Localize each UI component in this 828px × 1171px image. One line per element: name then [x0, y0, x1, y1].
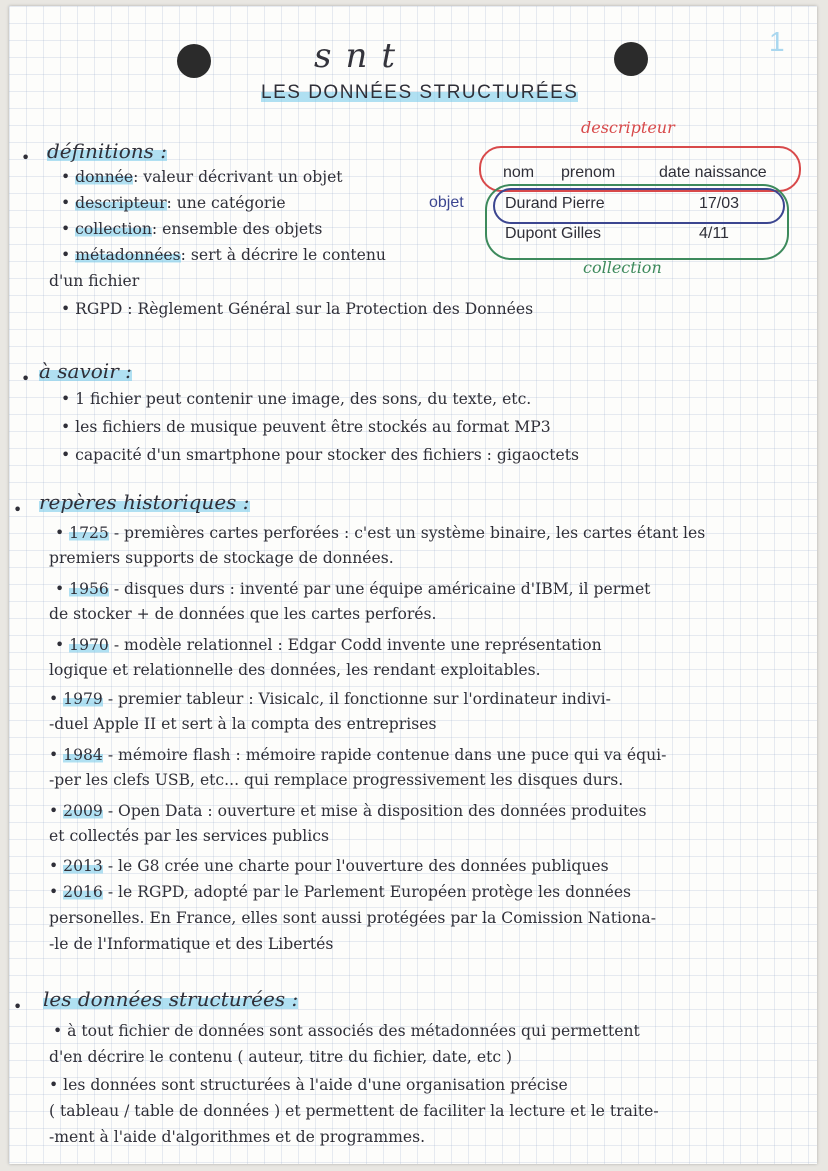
- definition-continuation: d'un fichier: [49, 272, 140, 290]
- repere-continuation: et collectés par les services publics: [49, 827, 329, 845]
- table-row-date: 17/03: [699, 195, 740, 212]
- repere-text: - premières cartes perforées : c'est un système binaire, les cartes étant les: [113, 524, 706, 542]
- definition-term: descripteur: [75, 194, 167, 212]
- section-heading-structurees: les données structurées :: [43, 987, 299, 1011]
- a-savoir-text: 1 fichier peut contenir une image, des sons, du texte, etc.: [75, 390, 532, 408]
- structurees-line: -ment à l'aide d'algorithmes et de programmes.: [49, 1128, 426, 1146]
- table-row-date: 4/11: [699, 225, 729, 242]
- repere-text: - Open Data : ouverture et mise à disposition des données produites: [107, 802, 647, 820]
- bullet-dot: •: [21, 149, 31, 167]
- structurees-line: • à tout fichier de données sont associés des métadonnées qui permettent: [53, 1022, 640, 1040]
- section-heading-a-savoir: à savoir :: [39, 359, 132, 383]
- page-number: 1: [769, 26, 785, 57]
- structurees-line: • les données sont structurées à l'aide d'une organisation précise: [49, 1076, 568, 1094]
- definition-term: donnée: [75, 168, 134, 186]
- structurees-line: d'en décrire le contenu ( auteur, titre du fichier, date, etc ): [49, 1048, 513, 1066]
- repere-continuation: premiers supports de stockage de données.: [49, 549, 394, 567]
- repere-year: 2009: [63, 802, 103, 820]
- repere-continuation: personelles. En France, elles sont aussi protégées par la Comission Nationa-: [49, 909, 656, 927]
- repere-text: - modèle relationnel : Edgar Codd invente une représentation: [113, 636, 602, 654]
- definition-text: : une catégorie: [166, 194, 286, 212]
- table-row-name: Durand Pierre: [505, 195, 605, 212]
- bullet-dot: •: [21, 370, 31, 388]
- repere-year: 2016: [63, 883, 103, 901]
- repere-text: - premier tableur : Visicalc, il fonctionne sur l'ordinateur indivi-: [107, 690, 611, 708]
- repere-item: • 2013 - le G8 crée une charte pour l'ouverture des données publiques: [49, 857, 609, 875]
- repere-year: 1970: [69, 636, 109, 654]
- repere-continuation: de stocker + de données que les cartes perforés.: [49, 605, 437, 623]
- a-savoir-item: • capacité d'un smartphone pour stocker des fichiers : gigaoctets: [61, 446, 580, 464]
- repere-year: 1725: [69, 524, 109, 542]
- definition-text: : valeur décrivant un objet: [133, 168, 343, 186]
- repere-continuation: -duel Apple II et sert à la compta des entreprises: [49, 715, 437, 733]
- repere-year: 1984: [63, 746, 103, 764]
- repere-text: - mémoire flash : mémoire rapide contenue dans une puce qui va équi-: [107, 746, 667, 764]
- definition-term: métadonnées: [75, 246, 181, 264]
- notebook-page: [9, 6, 817, 1164]
- a-savoir-item: • 1 fichier peut contenir une image, des sons, du texte, etc.: [61, 390, 532, 408]
- repere-continuation: -per les clefs USB, etc... qui remplace progressivement les disques durs.: [49, 771, 624, 789]
- definition-item: • descripteur: une catégorie: [61, 194, 286, 212]
- repere-text: - le RGPD, adopté par le Parlement Européen protège les données: [107, 883, 632, 901]
- section-heading-reperes: repères historiques :: [39, 490, 250, 514]
- definition-item: • métadonnées: sert à décrire le contenu: [61, 246, 386, 264]
- repere-item: • 1725 - premières cartes perforées : c'est un système binaire, les cartes étant les: [55, 524, 706, 542]
- binder-hole-left: [177, 44, 211, 78]
- a-savoir-text: capacité d'un smartphone pour stocker des fichiers : gigaoctets: [75, 446, 580, 464]
- definition-term: collection: [75, 220, 152, 238]
- table-header-prenom: prenom: [561, 164, 616, 181]
- section-heading-definitions: définitions :: [47, 139, 167, 163]
- repere-text: - disques durs : inventé par une équipe américaine d'IBM, il permet: [113, 580, 651, 598]
- table-row-name: Dupont Gilles: [505, 225, 602, 242]
- bullet-dot: •: [13, 501, 23, 519]
- repere-year: 1956: [69, 580, 109, 598]
- repere-item: • 1979 - premier tableur : Visicalc, il fonctionne sur l'ordinateur indivi-: [49, 690, 611, 708]
- structurees-line: ( tableau / table de données ) et permettent de faciliter la lecture et le traite-: [49, 1102, 659, 1120]
- repere-item: • 2009 - Open Data : ouverture et mise à disposition des données produites: [49, 802, 647, 820]
- repere-item: • 1970 - modèle relationnel : Edgar Codd invente une représentation: [55, 636, 602, 654]
- page-title: LES DONNÉES STRUCTURÉES: [261, 82, 579, 103]
- repere-year: 1979: [63, 690, 103, 708]
- definition-text: : sert à décrire le contenu: [180, 246, 386, 264]
- repere-item: • 1956 - disques durs : inventé par une équipe américaine d'IBM, il permet: [55, 580, 651, 598]
- table-header-date: date naissance: [659, 164, 767, 181]
- repere-year: 2013: [63, 857, 103, 875]
- definition-text: : ensemble des objets: [151, 220, 323, 238]
- repere-continuation: logique et relationnelle des données, les rendant exploitables.: [49, 661, 541, 679]
- diagram-label-descripteur: descripteur: [581, 118, 675, 137]
- a-savoir-text: les fichiers de musique peuvent être stockés au format MP3: [75, 418, 551, 436]
- diagram-label-collection: collection: [583, 258, 662, 277]
- repere-continuation: -le de l'Informatique et des Libertés: [49, 935, 334, 953]
- repere-item: • 2016 - le RGPD, adopté par le Parlement Européen protège les données: [49, 883, 632, 901]
- repere-item: • 1984 - mémoire flash : mémoire rapide contenue dans une puce qui va équi-: [49, 746, 667, 764]
- definition-item: • donnée: valeur décrivant un objet: [61, 168, 343, 186]
- definition-rgpd: • RGPD : Règlement Général sur la Protection des Données: [61, 300, 534, 318]
- diagram-label-objet: objet: [429, 194, 464, 211]
- table-header-nom: nom: [503, 164, 535, 181]
- binder-hole-right: [614, 42, 648, 76]
- definition-item: • collection: ensemble des objets: [61, 220, 323, 238]
- subject-title: snt: [314, 36, 410, 76]
- a-savoir-item: • les fichiers de musique peuvent être stockés au format MP3: [61, 418, 551, 436]
- bullet-dot: •: [13, 998, 23, 1016]
- rgpd-text: RGPD : Règlement Général sur la Protection des Données: [75, 300, 534, 318]
- repere-text: - le G8 crée une charte pour l'ouverture des données publiques: [107, 857, 609, 875]
